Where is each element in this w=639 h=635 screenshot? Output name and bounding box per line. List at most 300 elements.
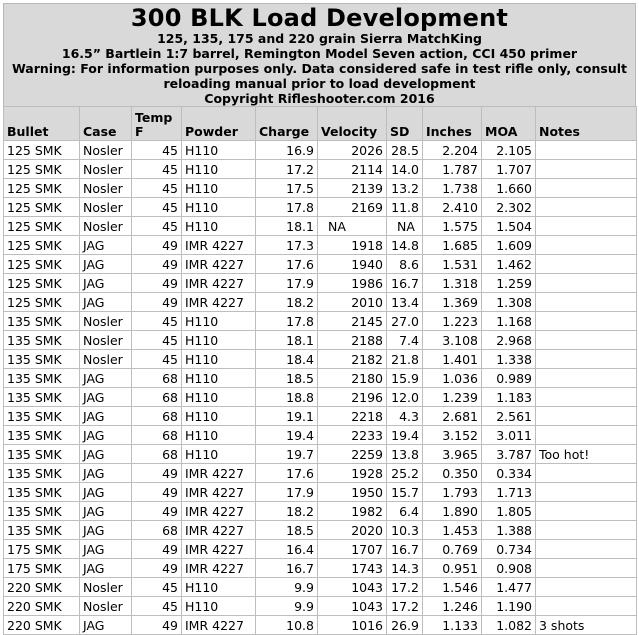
table-row xyxy=(4,179,637,198)
notes-cell xyxy=(536,236,637,255)
table-row xyxy=(4,331,637,350)
sd-cell: 7.4 xyxy=(387,331,423,350)
bullet-cell: 135 SMK xyxy=(4,312,80,331)
powder-cell: H110 xyxy=(182,331,256,350)
velocity-cell: 2259 xyxy=(318,445,387,464)
moa-cell: 1.190 xyxy=(482,597,536,616)
sd-cell: 13.4 xyxy=(387,293,423,312)
case-cell: Nosler xyxy=(80,217,132,236)
table-row xyxy=(4,198,637,217)
table-row xyxy=(4,521,637,540)
notes-cell xyxy=(536,388,637,407)
table-row xyxy=(4,597,637,616)
sd-cell: 6.4 xyxy=(387,502,423,521)
bullet-cell: 125 SMK xyxy=(4,179,80,198)
powder-cell: H110 xyxy=(182,312,256,331)
velocity-cell: 2233 xyxy=(318,426,387,445)
table-row xyxy=(4,483,637,502)
charge-cell: 18.2 xyxy=(256,502,318,521)
temp-cell: 49 xyxy=(132,502,182,521)
charge-cell: 16.9 xyxy=(256,141,318,160)
temp-cell: 45 xyxy=(132,597,182,616)
powder-cell: IMR 4227 xyxy=(182,464,256,483)
notes-cell xyxy=(536,141,637,160)
charge-cell: 18.8 xyxy=(256,388,318,407)
bullet-cell: 220 SMK xyxy=(4,578,80,597)
notes-cell xyxy=(536,426,637,445)
case-cell: Nosler xyxy=(80,141,132,160)
notes-cell xyxy=(536,293,637,312)
charge-cell: 9.9 xyxy=(256,597,318,616)
powder-cell: IMR 4227 xyxy=(182,293,256,312)
notes-cell xyxy=(536,179,637,198)
velocity-cell: 1986 xyxy=(318,274,387,293)
moa-cell: 1.713 xyxy=(482,483,536,502)
bullet-cell: 125 SMK xyxy=(4,141,80,160)
case-cell: JAG xyxy=(80,540,132,559)
powder-cell: IMR 4227 xyxy=(182,255,256,274)
case-cell: JAG xyxy=(80,616,132,635)
column-header: Charge xyxy=(256,107,318,141)
temp-cell: 49 xyxy=(132,274,182,293)
charge-cell: 17.9 xyxy=(256,483,318,502)
velocity-cell: 1043 xyxy=(318,597,387,616)
copyright-line: Copyright Rifleshooter.com 2016 xyxy=(204,91,435,106)
inches-cell: 1.531 xyxy=(423,255,482,274)
moa-cell: 0.989 xyxy=(482,369,536,388)
case-cell: JAG xyxy=(80,464,132,483)
notes-cell xyxy=(536,578,637,597)
charge-cell: 17.8 xyxy=(256,198,318,217)
case-cell: Nosler xyxy=(80,578,132,597)
sd-cell: 13.8 xyxy=(387,445,423,464)
inches-cell: 1.133 xyxy=(423,616,482,635)
case-cell: JAG xyxy=(80,236,132,255)
charge-cell: 16.7 xyxy=(256,559,318,578)
bullet-cell: 135 SMK xyxy=(4,464,80,483)
load-data-table xyxy=(3,106,637,635)
moa-cell: 0.334 xyxy=(482,464,536,483)
notes-cell xyxy=(536,198,637,217)
temp-cell: 68 xyxy=(132,426,182,445)
subtitle-bullets: 125, 135, 175 and 220 grain Sierra MatchKing xyxy=(157,31,482,46)
table-row xyxy=(4,502,637,521)
notes-cell xyxy=(536,217,637,236)
charge-cell: 9.9 xyxy=(256,578,318,597)
table-row xyxy=(4,578,637,597)
bullet-cell: 220 SMK xyxy=(4,616,80,635)
sd-cell: 14.3 xyxy=(387,559,423,578)
velocity-cell: 1928 xyxy=(318,464,387,483)
table-header-row xyxy=(4,107,637,141)
case-cell: JAG xyxy=(80,274,132,293)
powder-cell: H110 xyxy=(182,141,256,160)
sd-cell: 21.8 xyxy=(387,350,423,369)
notes-cell xyxy=(536,407,637,426)
case-cell: Nosler xyxy=(80,350,132,369)
inches-cell: 3.152 xyxy=(423,426,482,445)
moa-cell: 2.302 xyxy=(482,198,536,217)
powder-cell: H110 xyxy=(182,578,256,597)
bullet-cell: 125 SMK xyxy=(4,293,80,312)
sd-cell: 26.9 xyxy=(387,616,423,635)
bullet-cell: 135 SMK xyxy=(4,426,80,445)
inches-cell: 3.108 xyxy=(423,331,482,350)
powder-cell: H110 xyxy=(182,217,256,236)
moa-cell: 1.082 xyxy=(482,616,536,635)
temp-cell: 49 xyxy=(132,293,182,312)
charge-cell: 17.6 xyxy=(256,464,318,483)
column-header: Temp F xyxy=(132,107,182,141)
velocity-cell: 1016 xyxy=(318,616,387,635)
column-header: Bullet xyxy=(4,107,80,141)
bullet-cell: 135 SMK xyxy=(4,521,80,540)
inches-cell: 1.793 xyxy=(423,483,482,502)
inches-cell: 1.575 xyxy=(423,217,482,236)
charge-cell: 17.2 xyxy=(256,160,318,179)
inches-cell: 2.410 xyxy=(423,198,482,217)
charge-cell: 17.9 xyxy=(256,274,318,293)
sd-cell: NA xyxy=(387,217,423,236)
temp-cell: 45 xyxy=(132,331,182,350)
moa-cell: 1.504 xyxy=(482,217,536,236)
inches-cell: 1.685 xyxy=(423,236,482,255)
inches-cell: 2.204 xyxy=(423,141,482,160)
moa-cell: 1.477 xyxy=(482,578,536,597)
notes-cell xyxy=(536,483,637,502)
table-row xyxy=(4,369,637,388)
temp-cell: 68 xyxy=(132,521,182,540)
velocity-cell: 2182 xyxy=(318,350,387,369)
charge-cell: 17.6 xyxy=(256,255,318,274)
velocity-cell: 2026 xyxy=(318,141,387,160)
powder-cell: IMR 4227 xyxy=(182,540,256,559)
velocity-cell: 2020 xyxy=(318,521,387,540)
velocity-cell: 2196 xyxy=(318,388,387,407)
notes-cell xyxy=(536,331,637,350)
charge-cell: 17.5 xyxy=(256,179,318,198)
notes-cell: Too hot! xyxy=(536,445,637,464)
inches-cell: 1.318 xyxy=(423,274,482,293)
bullet-cell: 125 SMK xyxy=(4,160,80,179)
moa-cell: 1.660 xyxy=(482,179,536,198)
powder-cell: H110 xyxy=(182,597,256,616)
notes-cell xyxy=(536,369,637,388)
velocity-cell: 2010 xyxy=(318,293,387,312)
temp-cell: 45 xyxy=(132,179,182,198)
sheet-header xyxy=(3,3,636,106)
notes-cell xyxy=(536,521,637,540)
velocity-cell: 1043 xyxy=(318,578,387,597)
temp-cell: 49 xyxy=(132,483,182,502)
temp-cell: 45 xyxy=(132,141,182,160)
powder-cell: H110 xyxy=(182,445,256,464)
case-cell: JAG xyxy=(80,445,132,464)
inches-cell: 1.369 xyxy=(423,293,482,312)
powder-cell: H110 xyxy=(182,426,256,445)
bullet-cell: 135 SMK xyxy=(4,407,80,426)
table-row xyxy=(4,540,637,559)
table-row xyxy=(4,293,637,312)
sheet-title: 300 BLK Load Development xyxy=(130,4,509,32)
charge-cell: 19.1 xyxy=(256,407,318,426)
case-cell: JAG xyxy=(80,407,132,426)
charge-cell: 17.3 xyxy=(256,236,318,255)
table-row xyxy=(4,350,637,369)
velocity-cell: 2145 xyxy=(318,312,387,331)
powder-cell: H110 xyxy=(182,179,256,198)
case-cell: JAG xyxy=(80,483,132,502)
powder-cell: H110 xyxy=(182,160,256,179)
inches-cell: 3.965 xyxy=(423,445,482,464)
sd-cell: 11.8 xyxy=(387,198,423,217)
inches-cell: 1.787 xyxy=(423,160,482,179)
notes-cell xyxy=(536,255,637,274)
velocity-cell: 1918 xyxy=(318,236,387,255)
charge-cell: 17.8 xyxy=(256,312,318,331)
temp-cell: 45 xyxy=(132,198,182,217)
sd-cell: 15.9 xyxy=(387,369,423,388)
case-cell: JAG xyxy=(80,502,132,521)
inches-cell: 1.546 xyxy=(423,578,482,597)
bullet-cell: 135 SMK xyxy=(4,388,80,407)
inches-cell: 0.769 xyxy=(423,540,482,559)
case-cell: Nosler xyxy=(80,198,132,217)
bullet-cell: 125 SMK xyxy=(4,236,80,255)
case-cell: JAG xyxy=(80,559,132,578)
sd-cell: 16.7 xyxy=(387,540,423,559)
column-header: MOA xyxy=(482,107,536,141)
notes-cell xyxy=(536,464,637,483)
notes-cell xyxy=(536,312,637,331)
case-cell: JAG xyxy=(80,255,132,274)
table-row xyxy=(4,160,637,179)
sd-cell: 15.7 xyxy=(387,483,423,502)
bullet-cell: 175 SMK xyxy=(4,559,80,578)
sd-cell: 10.3 xyxy=(387,521,423,540)
table-row xyxy=(4,236,637,255)
table-row xyxy=(4,217,637,236)
case-cell: Nosler xyxy=(80,597,132,616)
powder-cell: H110 xyxy=(182,407,256,426)
temp-cell: 49 xyxy=(132,559,182,578)
column-header: Velocity xyxy=(318,107,387,141)
bullet-cell: 125 SMK xyxy=(4,255,80,274)
bullet-cell: 135 SMK xyxy=(4,369,80,388)
charge-cell: 19.7 xyxy=(256,445,318,464)
column-header: Case xyxy=(80,107,132,141)
moa-cell: 2.968 xyxy=(482,331,536,350)
inches-cell: 1.401 xyxy=(423,350,482,369)
powder-cell: IMR 4227 xyxy=(182,483,256,502)
notes-cell xyxy=(536,559,637,578)
sd-cell: 13.2 xyxy=(387,179,423,198)
table-body xyxy=(4,141,637,635)
table-row xyxy=(4,255,637,274)
sd-cell: 17.2 xyxy=(387,578,423,597)
inches-cell: 1.036 xyxy=(423,369,482,388)
case-cell: Nosler xyxy=(80,160,132,179)
moa-cell: 2.105 xyxy=(482,141,536,160)
bullet-cell: 135 SMK xyxy=(4,445,80,464)
inches-cell: 1.239 xyxy=(423,388,482,407)
table-row xyxy=(4,426,637,445)
sd-cell: 14.0 xyxy=(387,160,423,179)
velocity-cell: 2218 xyxy=(318,407,387,426)
case-cell: Nosler xyxy=(80,312,132,331)
charge-cell: 18.4 xyxy=(256,350,318,369)
charge-cell: 10.8 xyxy=(256,616,318,635)
temp-cell: 45 xyxy=(132,312,182,331)
load-development-sheet xyxy=(3,3,636,635)
charge-cell: 18.1 xyxy=(256,217,318,236)
temp-cell: 45 xyxy=(132,217,182,236)
powder-cell: IMR 4227 xyxy=(182,274,256,293)
bullet-cell: 175 SMK xyxy=(4,540,80,559)
table-row xyxy=(4,407,637,426)
powder-cell: IMR 4227 xyxy=(182,559,256,578)
powder-cell: IMR 4227 xyxy=(182,236,256,255)
velocity-cell: NA xyxy=(318,217,387,236)
column-header: SD xyxy=(387,107,423,141)
notes-cell xyxy=(536,160,637,179)
bullet-cell: 135 SMK xyxy=(4,331,80,350)
sd-cell: 14.8 xyxy=(387,236,423,255)
velocity-cell: 2139 xyxy=(318,179,387,198)
column-header: Inches xyxy=(423,107,482,141)
powder-cell: IMR 4227 xyxy=(182,616,256,635)
bullet-cell: 125 SMK xyxy=(4,198,80,217)
moa-cell: 2.561 xyxy=(482,407,536,426)
moa-cell: 0.908 xyxy=(482,559,536,578)
sd-cell: 16.7 xyxy=(387,274,423,293)
moa-cell: 1.308 xyxy=(482,293,536,312)
velocity-cell: 1950 xyxy=(318,483,387,502)
case-cell: Nosler xyxy=(80,179,132,198)
temp-cell: 68 xyxy=(132,445,182,464)
table-row xyxy=(4,274,637,293)
sd-cell: 17.2 xyxy=(387,597,423,616)
moa-cell: 1.462 xyxy=(482,255,536,274)
moa-cell: 1.805 xyxy=(482,502,536,521)
temp-cell: 49 xyxy=(132,616,182,635)
charge-cell: 18.5 xyxy=(256,369,318,388)
sd-cell: 12.0 xyxy=(387,388,423,407)
temp-cell: 49 xyxy=(132,540,182,559)
table-row xyxy=(4,388,637,407)
powder-cell: H110 xyxy=(182,369,256,388)
table-row xyxy=(4,464,637,483)
charge-cell: 18.1 xyxy=(256,331,318,350)
inches-cell: 2.681 xyxy=(423,407,482,426)
bullet-cell: 125 SMK xyxy=(4,217,80,236)
column-header: Powder xyxy=(182,107,256,141)
velocity-cell: 2180 xyxy=(318,369,387,388)
inches-cell: 1.246 xyxy=(423,597,482,616)
bullet-cell: 135 SMK xyxy=(4,502,80,521)
case-cell: JAG xyxy=(80,293,132,312)
inches-cell: 1.890 xyxy=(423,502,482,521)
bullet-cell: 135 SMK xyxy=(4,483,80,502)
charge-cell: 18.2 xyxy=(256,293,318,312)
velocity-cell: 2169 xyxy=(318,198,387,217)
powder-cell: H110 xyxy=(182,388,256,407)
moa-cell: 0.734 xyxy=(482,540,536,559)
velocity-cell: 2188 xyxy=(318,331,387,350)
warning-line-1: Warning: For information purposes only. Data considered safe in test rifle only, consult xyxy=(11,61,628,76)
powder-cell: H110 xyxy=(182,350,256,369)
charge-cell: 18.5 xyxy=(256,521,318,540)
temp-cell: 68 xyxy=(132,388,182,407)
notes-cell xyxy=(536,350,637,369)
temp-cell: 49 xyxy=(132,255,182,274)
sd-cell: 8.6 xyxy=(387,255,423,274)
moa-cell: 1.609 xyxy=(482,236,536,255)
temp-cell: 45 xyxy=(132,578,182,597)
moa-cell: 1.183 xyxy=(482,388,536,407)
moa-cell: 1.707 xyxy=(482,160,536,179)
inches-cell: 0.350 xyxy=(423,464,482,483)
moa-cell: 1.388 xyxy=(482,521,536,540)
table-row xyxy=(4,141,637,160)
moa-cell: 1.338 xyxy=(482,350,536,369)
velocity-cell: 1743 xyxy=(318,559,387,578)
moa-cell: 1.259 xyxy=(482,274,536,293)
table-row xyxy=(4,559,637,578)
velocity-cell: 2114 xyxy=(318,160,387,179)
sd-cell: 19.4 xyxy=(387,426,423,445)
velocity-cell: 1707 xyxy=(318,540,387,559)
column-header: Notes xyxy=(536,107,637,141)
moa-cell: 3.787 xyxy=(482,445,536,464)
notes-cell: 3 shots xyxy=(536,616,637,635)
inches-cell: 1.738 xyxy=(423,179,482,198)
table-row xyxy=(4,445,637,464)
temp-cell: 49 xyxy=(132,464,182,483)
temp-cell: 45 xyxy=(132,160,182,179)
temp-cell: 68 xyxy=(132,369,182,388)
temp-cell: 45 xyxy=(132,350,182,369)
notes-cell xyxy=(536,274,637,293)
powder-cell: H110 xyxy=(182,198,256,217)
bullet-cell: 135 SMK xyxy=(4,350,80,369)
case-cell: JAG xyxy=(80,426,132,445)
inches-cell: 1.453 xyxy=(423,521,482,540)
bullet-cell: 125 SMK xyxy=(4,274,80,293)
sd-cell: 4.3 xyxy=(387,407,423,426)
inches-cell: 0.951 xyxy=(423,559,482,578)
temp-cell: 49 xyxy=(132,236,182,255)
moa-cell: 1.168 xyxy=(482,312,536,331)
velocity-cell: 1982 xyxy=(318,502,387,521)
sd-cell: 25.2 xyxy=(387,464,423,483)
notes-cell xyxy=(536,540,637,559)
case-cell: JAG xyxy=(80,521,132,540)
warning-line-2: reloading manual prior to load development xyxy=(163,76,476,91)
powder-cell: IMR 4227 xyxy=(182,502,256,521)
table-row xyxy=(4,312,637,331)
inches-cell: 1.223 xyxy=(423,312,482,331)
subtitle-rifle: 16.5” Bartlein 1:7 barrel, Remington Model Seven action, CCI 450 primer xyxy=(61,46,578,61)
sd-cell: 27.0 xyxy=(387,312,423,331)
moa-cell: 3.011 xyxy=(482,426,536,445)
case-cell: Nosler xyxy=(80,331,132,350)
sd-cell: 28.5 xyxy=(387,141,423,160)
temp-cell: 68 xyxy=(132,407,182,426)
velocity-cell: 1940 xyxy=(318,255,387,274)
notes-cell xyxy=(536,502,637,521)
case-cell: JAG xyxy=(80,369,132,388)
